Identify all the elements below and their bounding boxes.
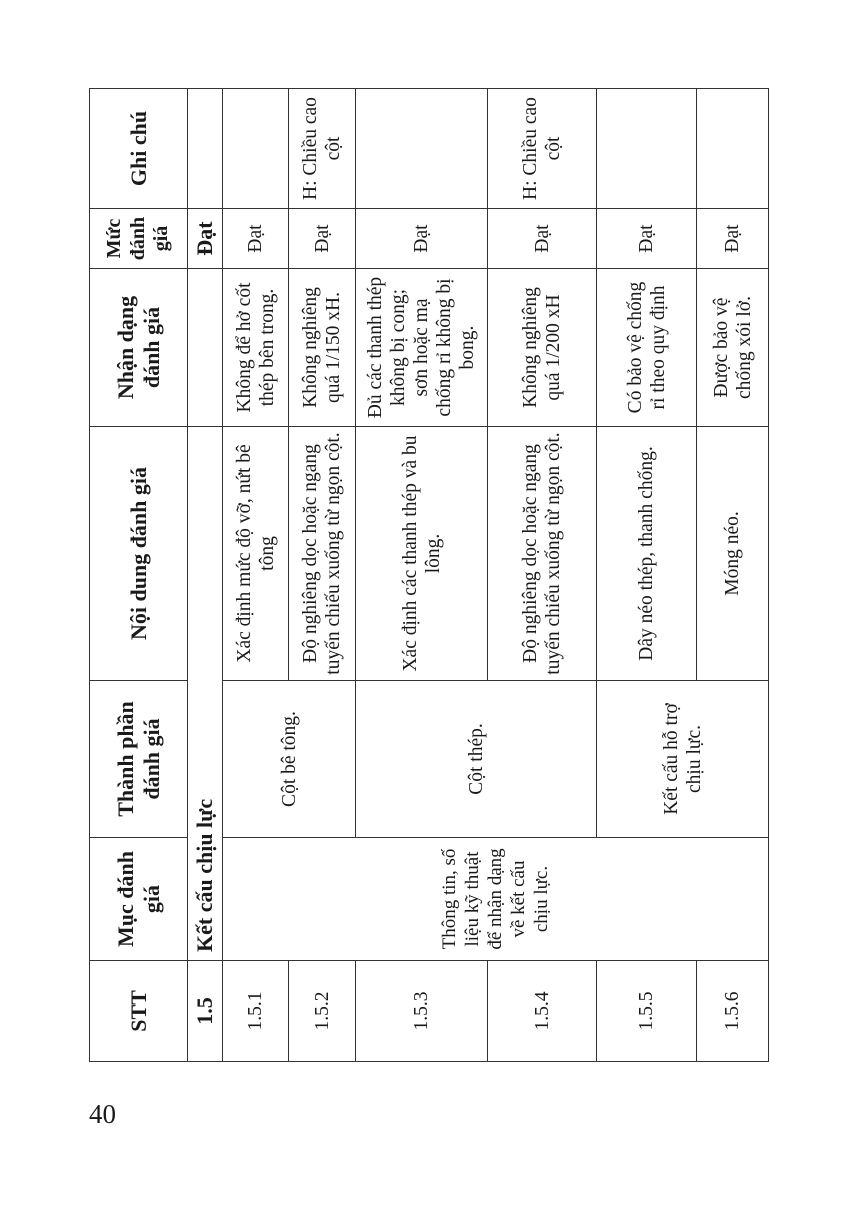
header-thanh-phan: Thành phần đánh giá: [90, 681, 188, 838]
row-nhan-dang: Không để hở cốt thép bên trong.: [223, 269, 289, 427]
row-stt: 1.5.4: [488, 961, 597, 1062]
page-number: 40: [89, 1099, 116, 1129]
row-muc: Đạt: [597, 209, 697, 269]
table-row: [223, 89, 289, 1062]
row-muc: Đạt: [356, 209, 488, 269]
row-ghi-chu: [356, 89, 488, 209]
header-nhan-dang: Nhận dạng đánh giá: [90, 269, 188, 427]
row-muc: Đạt: [289, 209, 356, 269]
row-noi-dung: Móng néo.: [697, 427, 769, 681]
row-nhan-dang: Được bảo vệ chống xói lở.: [697, 269, 769, 427]
row-muc: Đạt: [488, 209, 597, 269]
row-nhan-dang: Không nghiêng quá 1/200 xH: [488, 269, 597, 427]
row-ghi-chu: H: Chiều cao cột: [289, 89, 356, 209]
row-nhan-dang: Có bảo vệ chống rỉ theo quy định: [597, 269, 697, 427]
header-muc-danh-gia: Mức đánh giá: [90, 209, 188, 269]
header-stt: STT: [90, 961, 188, 1062]
row-noi-dung: Độ nghiêng dọc hoặc ngang tuyến chiếu xuống từ ngọn cột.: [488, 427, 597, 681]
row-ghi-chu: H: Chiều cao cột: [488, 89, 597, 209]
row-ghi-chu: [697, 89, 769, 209]
section-title: Kết cấu chịu lực: [188, 427, 223, 961]
row-nhan-dang: Đủ các thanh thép không bị cong; sơn hoặc mạ chống rỉ không bị bong.: [356, 269, 488, 427]
section-note: [188, 89, 223, 209]
header-noi-dung: Nội dung đánh giá: [90, 427, 188, 681]
row-stt: 1.5.2: [289, 961, 356, 1062]
row-stt: 1.5.3: [356, 961, 488, 1062]
header-muc: Mục đánh giá: [90, 838, 188, 961]
component-be-tong: Cột bê tông.: [223, 681, 356, 838]
row-ghi-chu: [597, 89, 697, 209]
row-stt: 1.5.1: [223, 961, 289, 1062]
row-muc: Đạt: [697, 209, 769, 269]
row-ghi-chu: [223, 89, 289, 209]
section-spacer: [188, 269, 223, 427]
header-ghi-chu: Ghi chú: [90, 89, 188, 209]
row-noi-dung: Độ nghiêng dọc hoặc ngang tuyến chiếu xuống từ ngọn cột.: [289, 427, 356, 681]
row-noi-dung: Xác định mức độ vỡ, nứt bê tông: [223, 427, 289, 681]
component-ho-tro: Kết cấu hỗ trợ chịu lực.: [597, 681, 769, 838]
row-stt: 1.5.5: [597, 961, 697, 1062]
section-row: [188, 89, 223, 1062]
component-thep: Cột thép.: [356, 681, 597, 838]
row-stt: 1.5.6: [697, 961, 769, 1062]
row-noi-dung: Dây néo thép, thanh chống.: [597, 427, 697, 681]
evaluation-table: [89, 88, 769, 1062]
rotated-table-wrapper: [89, 89, 768, 1062]
row-muc: Đạt: [223, 209, 289, 269]
section-number: 1.5: [188, 961, 223, 1062]
row-nhan-dang: Không nghiêng quá 1/150 xH.: [289, 269, 356, 427]
section-rating: Đạt: [188, 209, 223, 269]
header-row: [90, 89, 188, 1062]
muc-merged-cell: Thông tin, số liệu kỹ thuật để nhận dạng về kết cấu chịu lực.: [223, 838, 769, 961]
row-noi-dung: Xác định các thanh thép và bu lông.: [356, 427, 488, 681]
